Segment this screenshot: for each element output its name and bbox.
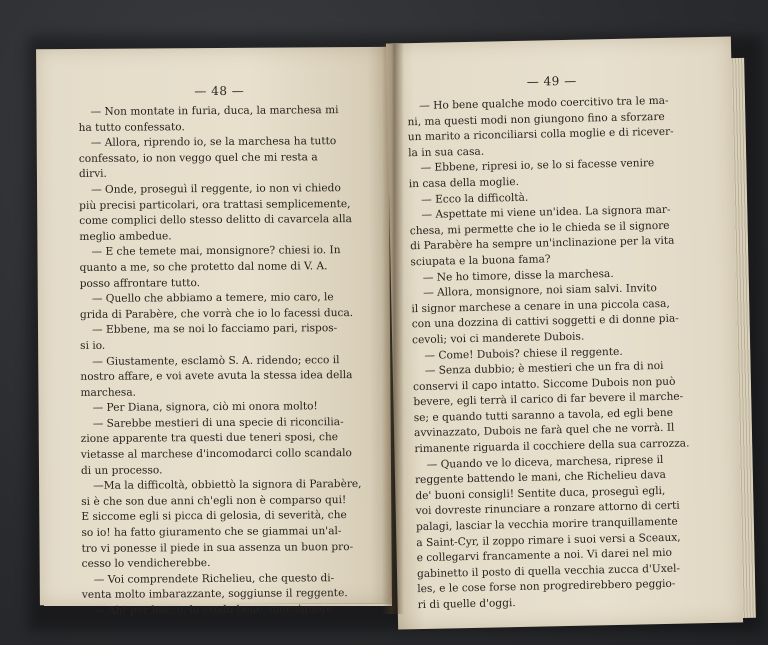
text-line: — Senza dubbio; è mestieri che un fra di noi xyxy=(424,360,664,378)
text-line: cesso lo vendicherebbe. xyxy=(81,557,211,571)
text-line: — Allora, riprendo io, se la marchesa ha tutto xyxy=(90,135,337,150)
text-line: reggente battendo le mani, che Richelieu dava xyxy=(414,469,666,487)
text-line: un marito a riconciliarsi colla moglie e di ricever- xyxy=(407,125,674,144)
left-page-text xyxy=(78,103,382,620)
text-line: rimanente riguarda il cocchiere della sua carrozza. xyxy=(414,437,690,456)
text-line: come complici dello stesso delitto di cavarcela alla xyxy=(79,213,352,228)
text-line: nostro affare, e voi avete avuta la stessa idea della xyxy=(80,369,353,384)
text-line: conservi il capo intatto. Siccome Dubois non può xyxy=(412,375,676,393)
text-line: — Ne ho timore, disse la marchesa. xyxy=(422,267,614,284)
text-line: si io. xyxy=(80,339,106,352)
text-line: —Ma la difficoltà, obbiettò la signora di Parabère, xyxy=(93,478,362,493)
text-line: e collegarvi francamente a noi. Vi darei nel mio xyxy=(416,547,673,565)
text-line: voi dovreste rinunciare a ronzare attorno di certi xyxy=(415,500,680,518)
text-line: — Giustamente, esclamò S. A. ridendo; ecco il xyxy=(92,353,340,368)
text-line: — Non montate in furia, duca, la marchesa mi xyxy=(90,104,339,118)
text-line: meglio ambedue. xyxy=(79,230,172,243)
right-page-text xyxy=(407,93,736,614)
text-line: — Allora, monsignore, noi siam salvi. Invito xyxy=(423,282,657,300)
text-line: posso affrontare tutto. xyxy=(79,276,201,290)
page-number-right: — 49 — xyxy=(526,73,577,89)
text-line: les, e le cose forse non progredirebbero peggio- xyxy=(417,578,676,596)
text-line: ri di quelle d'oggi. xyxy=(417,597,516,612)
text-line: vietasse al marchese d'incomodarci collo scandalo xyxy=(80,447,352,461)
text-line: venta molto imbarazzante, soggiunse il reggente. xyxy=(81,587,348,602)
text-line: — Come! Dubois? chiese il reggente. xyxy=(424,345,623,362)
text-line: palagi, lasciar la vecchia morire tranquillamente xyxy=(415,515,678,534)
book-gutter xyxy=(382,44,404,614)
text-line: — Quando ve lo diceva, marchesa, riprese il xyxy=(426,453,664,471)
text-line: — Voi comprendete Richelieu, che questo di- xyxy=(93,571,335,586)
text-line: so io! ha fatto giuramento che se giammai un'al- xyxy=(81,525,342,539)
text-line: — Per Diana, signora, ciò mi onora molto! xyxy=(92,400,318,415)
text-line: bevere, egli terrà il carico di far bevere il marche- xyxy=(413,390,684,409)
text-line: gabinetto il posto di quella vecchia zucca d'Uxel- xyxy=(416,562,681,580)
text-line: confessato, io non veggo quel che mi resta a xyxy=(78,151,318,165)
text-line: tro vi ponesse il piede in sua assenza un buon pro- xyxy=(81,540,354,555)
text-line: avvinazzato, Dubois ne farà quel che ne vorrà. Il xyxy=(413,422,675,440)
text-line: più precisi particolari, ora trattasi semplicemente, xyxy=(79,197,351,212)
text-line: zione apparente tra questi due teneri sposi, che xyxy=(80,431,339,446)
text-line: E siccome egli si picca di gelosia, di severità, che xyxy=(81,509,347,524)
text-line: — Sarebbe mestieri di una specie di riconcilia- xyxy=(92,415,344,430)
left-page xyxy=(36,47,392,617)
text-line: — Ah! per bacco, lo credo bene, monsignore. xyxy=(93,603,337,617)
text-line: quanto a me, so che protetto dal nome di V. A. xyxy=(79,260,328,274)
text-line: dirvi. xyxy=(78,168,107,181)
text-line: con una dozzina di cattivi soggetti e di donne pia- xyxy=(411,312,679,331)
text-line: — Onde, proseguì il reggente, io non vi chiedo xyxy=(91,182,341,196)
text-line: — Ho bene qualche modo coercitivo tra le ma- xyxy=(419,94,669,112)
right-page xyxy=(386,36,743,629)
text-line: si è che son due anni ch'egli non è comparso qui! xyxy=(81,493,347,508)
text-line: — E che temete mai, monsignore? chiesi io. In xyxy=(91,244,341,259)
text-line: a Saint-Cyr, il zoppo rimare i suoi versi a Sceaux, xyxy=(416,531,681,549)
text-line: — Aspettate mi viene un'idea. La signora mar- xyxy=(421,203,671,222)
text-line: la in sua casa. xyxy=(408,145,485,160)
text-line: grida di Parabère, che vorrà che io lo facessi duca. xyxy=(79,306,354,321)
text-line: de' buoni consigli! Sentite duca, proseguì egli, xyxy=(415,484,666,503)
text-line: di Parabère ha sempre un'inclinazione per la vita xyxy=(410,235,675,253)
text-line: in casa della moglie. xyxy=(408,175,520,191)
text-line: il signor marchese a cenare in una piccola casa, xyxy=(411,297,670,315)
text-line: chesa, mi permette che io le chieda se il signore xyxy=(409,219,670,237)
text-line: ha tutto confessato. xyxy=(78,120,185,134)
text-line: di un processo. xyxy=(80,464,163,477)
text-line: — Ecco la difficoltà. xyxy=(421,191,529,206)
text-line: — Quello che abbiamo a temere, mio caro, le xyxy=(91,291,334,305)
text-line: se; e quando tutti saranno a tavola, ed egli bene xyxy=(413,406,674,425)
text-line: — Ebbene, ripresi io, se lo si facesse venire xyxy=(420,157,655,175)
text-line: sciupata e la buona fama? xyxy=(410,253,551,269)
page-number-left: — 48 — xyxy=(194,83,245,99)
text-line: — Ebbene, ma se noi lo facciamo pari, rispos- xyxy=(91,322,338,337)
text-line: cevoli; voi ci manderete Dubois. xyxy=(411,330,585,347)
text-line: ni, ma questi modi non giungono fino a sforzare xyxy=(407,110,665,128)
text-line: marchesa. xyxy=(80,386,137,399)
